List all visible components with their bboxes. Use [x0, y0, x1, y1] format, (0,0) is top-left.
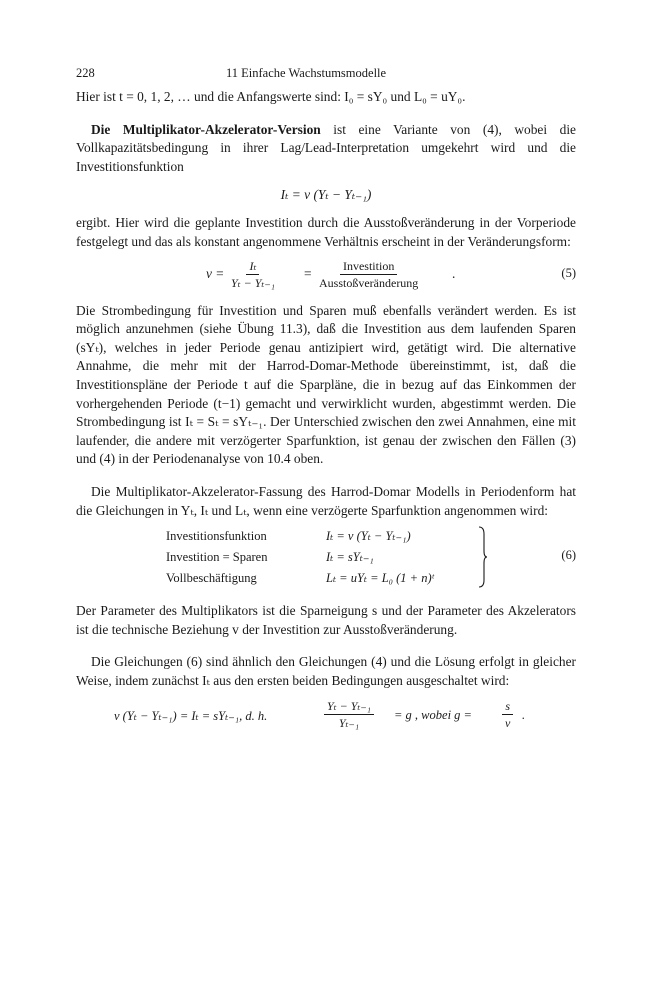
page-number: 228	[76, 66, 95, 80]
equation-system-6	[76, 526, 576, 592]
eq6-row-formula: Lₜ = uYₜ = L₀ (1 + n)ᵗ	[326, 571, 434, 586]
eq6-row-label: Investitionsfunktion	[166, 529, 267, 544]
eq-last-frac1-denominator: Yₜ₋₁	[338, 716, 359, 731]
eq-last-part1: v (Yₜ − Yₜ₋₁) = Iₜ = sYₜ₋₁, d. h.	[114, 709, 268, 724]
paragraph-flow-condition: Die Strombedingung für Investition und Sparen muß ebenfalls verändert werden. Es ist möglich anzunehmen (siehe Übung 11.3), daß die Investition aus dem laufenden Sparen (sYₜ), welches in jeder Periode genau antizipiert wird, getätigt wird. Die alternative Annahme, die mehr mit der Harrod-Domar-Methode übereinstimmt, ist, daß die Investitionspläne der Periode t auf die Sparpläne, die in bezug auf das Einkommen der vorhergehenden Periode (t−1) gemacht und verwirklicht wurden, abgestimmt werden. Die Strombedingung ist Iₜ = Sₜ = sYₜ₋₁. Der Unterschied zwischen den zwei Annahmen, eine mit laufender, die andere mit verzögerter Sparfunktion, ist genau der zwischen den Fällen (3) und (4) in der Periodenanalyse von 10.4 oben.	[76, 302, 576, 467]
bold-term: Die Multiplikator-Akzelerator-Version	[91, 121, 321, 137]
eq5-frac1-numerator: Iₜ	[246, 258, 259, 275]
equation-elimination	[76, 696, 576, 734]
paragraph-planned-investment: ergibt. Hier wird die geplante Investition durch die Ausstoßveränderung in der Vorperiode festgelegt und das als konstant angenommene Verhältnis erscheint in der Veränderungsform:	[76, 215, 576, 249]
eq-last-part2: = g , wobei g =	[394, 708, 472, 723]
eq-last-frac2-denominator: v	[505, 716, 511, 731]
right-brace	[478, 526, 488, 588]
eq5-frac2-denominator: Ausstoßveränderung	[319, 275, 419, 290]
paragraph-solution: Die Gleichungen (6) sind ähnlich den Gleichungen (4) und die Lösung erfolgt in gleicher Weise, indem zunächst Iₜ aus den ersten beiden Bedingungen ausgeschaltet wird:	[76, 654, 576, 688]
equation-number-5: (5)	[561, 265, 576, 280]
eq5-frac1-denominator: Yₜ − Yₜ₋₁	[231, 275, 275, 290]
eq5-equals: =	[304, 265, 312, 281]
eq6-row-formula: Iₜ = v (Yₜ − Yₜ₋₁)	[326, 529, 411, 544]
eq5-fraction-1	[228, 258, 278, 291]
eq5-frac2-numerator: Investition	[340, 258, 397, 275]
eq-last-fraction-2	[502, 698, 513, 731]
eq5-period: .	[452, 265, 456, 281]
eq6-row	[166, 526, 411, 546]
equation-investment-function: Iₜ = v (Yₜ − Yₜ₋₁)	[280, 187, 372, 203]
eq6-row-formula: Iₜ = sYₜ₋₁	[326, 550, 374, 565]
paragraph-text: ist eine Variante von (4), wobei die Vollkapazitätsbedingung in ihrer Lag/Lead-Interpretation umgekehrt wird und die Investitionsfunktion	[76, 121, 577, 174]
paragraph-initial-values: Hier ist t = 0, 1, 2, … und die Anfangswerte sind: I₀ = sY₀ und L₀ = uY₀.	[76, 89, 466, 104]
eq6-row-label: Vollbeschäftigung	[166, 571, 257, 586]
book-page	[76, 66, 576, 734]
equation-number-6: (6)	[561, 548, 576, 563]
eq-last-frac1-numerator: Yₜ − Yₜ₋₁	[324, 698, 374, 715]
equation-5	[76, 256, 576, 296]
running-title: 11 Einfache Wachstumsmodelle	[226, 66, 387, 80]
paragraph-multiplier-accelerator-version	[76, 121, 576, 177]
eq5-lhs: v =	[206, 265, 225, 281]
eq5-fraction-2	[316, 258, 421, 291]
page-header	[76, 66, 576, 88]
eq6-row-label: Investition = Sparen	[166, 550, 268, 565]
paragraph-harrod-domar-period-form: Die Multiplikator-Akzelerator-Fassung des Harrod-Domar Modells in Periodenform hat die Gleichungen in Yₜ, Iₜ und Lₜ, wenn eine verzögerte Sparfunktion angenommen wird:	[76, 483, 576, 518]
eq6-row	[166, 568, 434, 588]
eq-last-frac2-numerator: s	[502, 698, 513, 715]
eq-last-period: .	[522, 708, 526, 723]
eq6-row	[166, 547, 374, 567]
paragraph-parameters: Der Parameter des Multiplikators ist die Sparneigung s und der Parameter des Akzelerators ist die technische Beziehung v der Investition zur Ausstoßveränderung.	[76, 603, 576, 637]
eq-last-fraction-1	[324, 698, 374, 731]
